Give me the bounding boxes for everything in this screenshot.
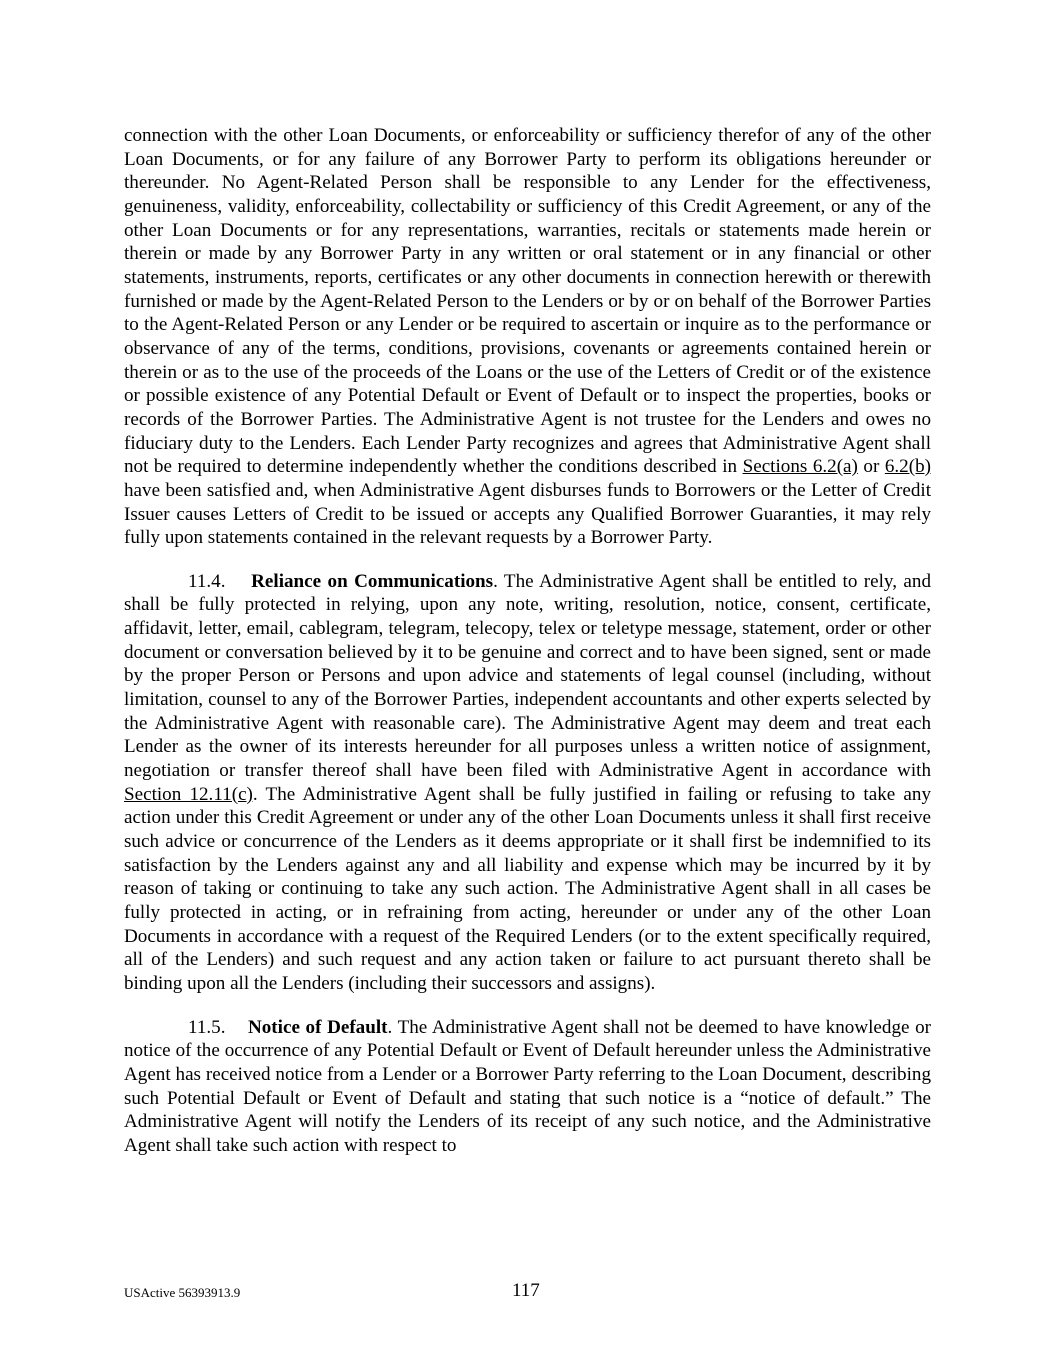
section-reference: Sections 6.2(a) [742, 456, 858, 478]
footer-page-number: 117 [512, 1280, 540, 1301]
section-reference: 6.2(b) [884, 456, 931, 478]
section-reference: Section 12.11(c) [124, 783, 253, 805]
paragraph-text: connection with the other Loan Documents, or enforceability or sufficiency therefor of any of the other Loan Documents, or for any failure of any Borrower Party to perform its obligations hereunder or thereunder. No Agent-Related Person shall be responsible to any Lender for the effectiveness, genuineness, validity, enforceability, collectability or sufficiency of this Credit Agreement, or any of the other Loan Documents or for any representations, warranties, recitals or statements made herein or therein or made by any Borrower Party in any written or oral statement or in any financial or other statements, instruments, reports, certificates or any other documents in connection herewith or therewith furnished or made by the Agent-Related Person to the Lenders or by or on behalf of the Borrower Parties to the Agent-Related Person or any Lender or be required to ascertain or inquire as to the performance or observance of any of the terms, conditions, provisions, covenants or agreements contained herein or therein or as to the use of the proceeds of the Loans or the use of the Letters of Credit or of the existence or possible existence of any Potential Default or Event of Default or to inspect the properties, books or records of the Borrower Parties. The Administrative Agent is not trustee for the Lenders and owes no fiduciary duty to the Lenders. Each Lender Party recognizes and agrees that Administrative Agent shall not be required to determine independently whether the conditions described in [124, 125, 931, 478]
paragraph-text: . The Administrative Agent shall be entitled to rely, and shall be fully protected in relying, upon any note, writing, resolution, notice, consent, certificate, affidavit, letter, email, cablegram, telegram, telecopy, telex or teletype message, statement, order or other document or conversation believed by it to be genuine and correct and to have been signed, sent or made by the proper Person or Persons and upon advice and statements of legal counsel (including, without limitation, counsel to any of the Borrower Parties, independent accountants and other experts selected by the Administrative Agent with reasonable care). The Administrative Agent may deem and treat each Lender as the owner of its interests hereunder for all purposes unless a written notice of assignment, negotiation or transfer thereof shall have been filed with Administrative Agent in accordance with [124, 570, 931, 782]
section-number: 11.4. [188, 570, 226, 592]
paragraph-text: have been satisfied and, when Administrative Agent disburses funds to Borrowers or the Letter of Credit Issuer causes Letters of Credit to be issued or accepts any Qualified Borrower Guaranties, it may rely fully upon statements contained in the relevant requests by a Borrower Party. [124, 479, 931, 549]
section-11-4-paragraph [124, 570, 931, 996]
paragraph-continued [124, 124, 931, 550]
paragraph-text: . The Administrative Agent shall not be deemed to have knowledge or notice of the occurrence of any Potential Default or Event of Default hereunder unless the Administrative Agent has received notice from a Lender or a Borrower Party referring to the Loan Document, describing such Potential Default or Event of Default and stating that such notice is a “notice of default.” The Administrative Agent will notify the Lenders of its receipt of any such notice, and the Administrative Agent shall take such action with respect to [124, 1016, 931, 1156]
section-number: 11.5. [188, 1016, 226, 1038]
paragraph-text: or [857, 456, 885, 478]
paragraph-text: . The Administrative Agent shall be fully justified in failing or refusing to take any action under this Credit Agreement or under any of the other Loan Documents unless it shall first receive such advice or concurrence of the Lenders as it deems appropriate or it shall first be indemnified to its satisfaction by the Lenders against any and all liability and expense which may be incurred by it by reason of taking or continuing to take any such action. The Administrative Agent shall in all cases be fully protected in acting, or in refraining from acting, hereunder or under any of the other Loan Documents in accordance with a request of the Required Lenders (or to the extent specifically required, all of the Lenders) and such request and any action taken or failure to act pursuant thereto shall be binding upon all the Lenders (including their successors and assigns). [124, 783, 931, 994]
section-heading: Reliance on Communications [251, 570, 494, 592]
section-11-5-paragraph [124, 1016, 931, 1158]
footer-document-id: USActive 56393913.9 [124, 1285, 241, 1300]
section-heading: Notice of Default [247, 1016, 388, 1038]
document-body [124, 124, 931, 1158]
